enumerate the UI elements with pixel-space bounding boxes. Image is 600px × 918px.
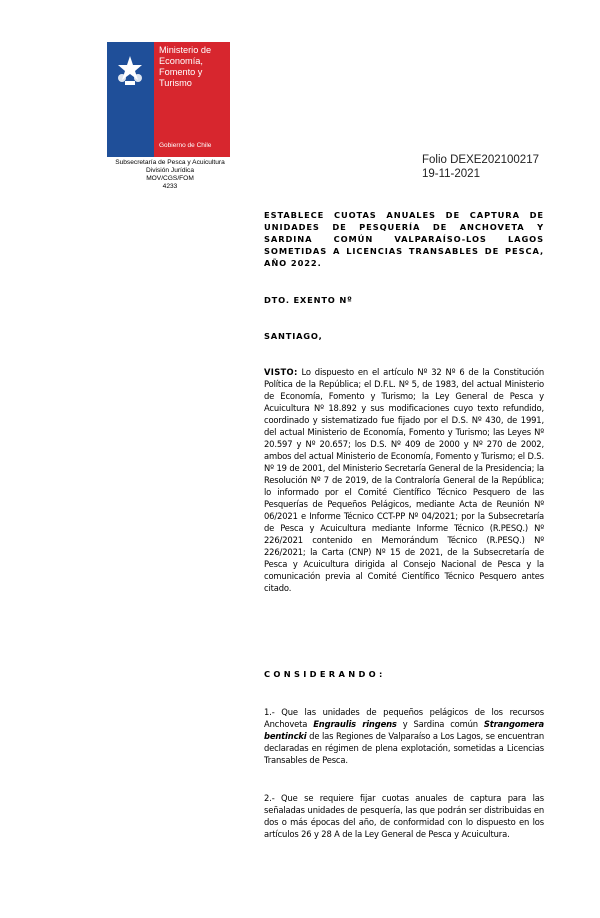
office-line2: División Jurídica [145,167,194,174]
visto-paragraph [264,366,544,594]
decree-number-label: DTO. EXENTO Nº [264,295,353,305]
item1-text-c: de las Regiones de Valparaíso a Los Lagos, se encuentran declaradas en régimen de plena explotación, sometidas a Licencias Transables de Pesca. [264,731,544,765]
item1-text-a: 1.- Que las unidades de pequeños pelágicos de los recursos Anchoveta [264,707,544,729]
office-line1: Subsecretaría de Pesca y Acuicultura [115,159,225,166]
decree-title: ESTABLECE CUOTAS ANUALES DE CAPTURA DE UNIDADES DE PESQUERÍA DE ANCHOVETA Y SARDINA COMÚN VALPARAÍSO-LOS LAGOS SOMETIDAS A LICENCIAS TRANSABLES DE PESCA, AÑO 2022. [264,210,544,268]
ministry-line4: Turismo [159,78,192,88]
place-label: SANTIAGO, [264,331,323,341]
ministry-line1: Ministerio de [159,45,212,55]
gobierno-label: Gobierno de Chile [159,142,212,149]
ministry-name [159,45,211,89]
considerando-item-1 [264,706,544,766]
office-line3: MOV/CGS/FOM [146,175,194,182]
logo-bottom-blue [107,146,154,157]
folio-date: 19-11-2021 [422,168,480,180]
chile-coat-of-arms-icon [113,54,147,88]
ministry-line3: Fomento y [159,67,203,77]
folio-block [422,153,539,181]
item1-text-b: y Sardina común [396,719,484,729]
folio-number: Folio DEXE202100217 [422,154,539,166]
considerando-heading: CONSIDERANDO: [264,669,386,679]
visto-text: Lo dispuesto en el artículo Nº 32 Nº 6 de la Constitución Política de la República; el D.F.L. Nº 5, de 1983, del actual Ministerio de Economía, Fomento y Turismo; la Ley General de Pesca y Acuicultura Nº 18.892 y sus modificaciones cuyo texto refundido, coordinado y sistematizado fue fijado por el D.S. Nº 430, de 1991, del actual Ministerio de Economía, Fomento y Turismo; las Leyes Nº 20.597 y Nº 20.657; los D.S. Nº 409 de 2000 y Nº 270 de 2002, ambos del actual Ministerio de Economía, Fomento y Turismo; el D.S. Nº 19 de 2001, del Ministerio Secretaría General de la Presidencia; la Resolución Nº 7 de 2019, de la Contraloría General de la República; lo informado por el Comité Científico Técnico Pesquero de las Pesquerías de Pequeños Pelágicos, mediante Acta de Reunión Nº 06/2021 e Informe Técnico CCT-PP Nº 04/2021; por la Subsecretaría de Pesca y Acuicultura mediante Informe Técnico (R.PESQ.) Nº 226/2021 contenido en Memorándum Técnico (R.PESQ.) Nº 226/2021; la Carta (CNP) Nº 15 de 2021, de la Subsecretaría de Pesca y Acuicultura dirigida al Consejo Nacional de Pesca y la comunicación previa al Comité Científico Técnico Pesquero antes citado. [264,367,544,593]
issuing-office [90,159,250,191]
office-line4: 4233 [162,183,178,190]
ministry-logo [107,42,230,157]
considerando-item-2: 2.- Que se requiere fijar cuotas anuales de captura para las señaladas unidades de pesquería, las que podrán ser distribuidas en dos o más épocas del año, de conformidad con lo dispuesto en los artículos 26 y 28 A de la Ley General de Pesca y Acuicultura. [264,793,544,839]
species-sardina: Strangomera bentincki [264,719,544,741]
species-anchoveta: Engraulis ringens [313,719,397,729]
ministry-line2: Economía, [159,56,203,66]
visto-label: VISTO: [264,367,298,377]
